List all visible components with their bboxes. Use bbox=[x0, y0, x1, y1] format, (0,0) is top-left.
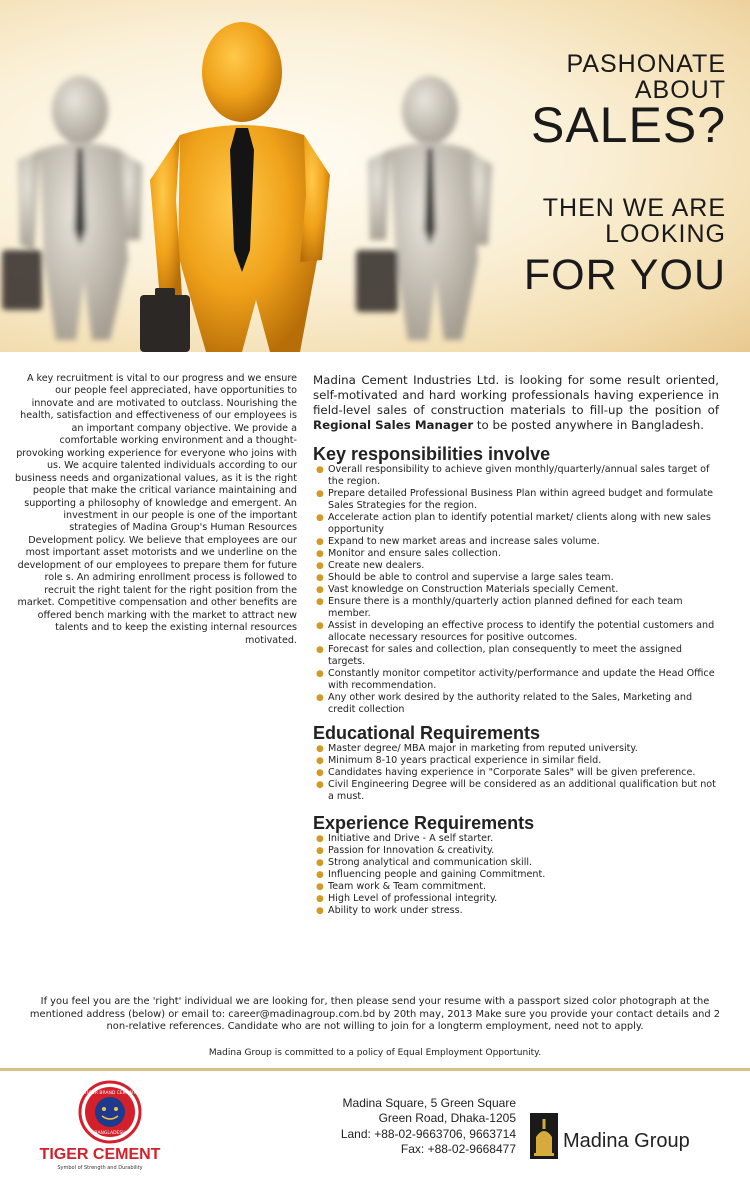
job-details bbox=[313, 373, 719, 917]
education-title: Educational Requirements bbox=[313, 723, 541, 743]
bullet-icon: ● bbox=[316, 561, 324, 571]
responsibilities-title: Key responsibilities involve bbox=[313, 444, 551, 464]
headline-line-1: PASHONATE bbox=[566, 50, 726, 78]
bullet-icon: ● bbox=[316, 573, 324, 583]
business-figures-illustration bbox=[0, 0, 520, 352]
madina-group-mosque-icon bbox=[530, 1113, 558, 1159]
list-item-text: Influencing people and gaining Commitment. bbox=[328, 869, 546, 880]
list-item bbox=[313, 833, 719, 845]
list-item-text: Passion for Innovation & creativity. bbox=[328, 845, 495, 856]
list-item bbox=[313, 584, 719, 596]
list-item-text: Master degree/ MBA major in marketing from reputed university. bbox=[328, 743, 638, 754]
center-figure bbox=[140, 22, 330, 352]
list-item-text: Prepare detailed Professional Business Plan within agreed budget and formulate Sales Strategies for the region. bbox=[328, 488, 714, 511]
list-item bbox=[313, 845, 719, 857]
seal-bottom-text: BANGLADESH bbox=[94, 1131, 126, 1136]
list-item-text: Forecast for sales and collection, plan consequently to meet the assigned targets. bbox=[328, 644, 682, 667]
bullet-icon: ● bbox=[316, 870, 324, 880]
bullet-icon: ● bbox=[316, 621, 324, 631]
list-item bbox=[313, 464, 719, 488]
list-item bbox=[313, 644, 719, 668]
list-item-text: Should be able to control and supervise a large sales team. bbox=[328, 572, 614, 583]
list-item-text: Strong analytical and communication skill. bbox=[328, 857, 533, 868]
list-item-text: Team work & Team commitment. bbox=[328, 881, 487, 892]
address-line-4: Fax: +88-02-9668477 bbox=[400, 1141, 516, 1156]
bullet-icon: ● bbox=[316, 906, 324, 916]
list-item-text: Overall responsibility to achieve given monthly/quarterly/annual sales target of the region. bbox=[328, 464, 710, 487]
list-item-text: Accelerate action plan to identify potential market/ clients along with new sales opportunity bbox=[328, 512, 711, 535]
bullet-icon: ● bbox=[316, 489, 324, 499]
headline-line-5: LOOKING bbox=[605, 220, 726, 248]
list-item-text: Assist in developing an effective process to identify the potential customers and allocate necessary resources for positive outcomes. bbox=[328, 620, 715, 643]
application-instructions: If you feel you are the 'right' individual we are looking for, then please send your resume with a passport sized color photograph at the mentioned address (below) or email to: career@madinagroup.com.bd by 20th may, 2013 Make sure you provide your contact details and 2 non-relative references. Candidate who are not willing to join for a longterm employment, need not to apply. bbox=[29, 996, 721, 1032]
list-item-text: High Level of professional integrity. bbox=[328, 893, 498, 904]
experience-title: Experience Requirements bbox=[313, 813, 535, 833]
bullet-icon: ● bbox=[316, 744, 324, 754]
footer-divider bbox=[0, 1068, 750, 1071]
bullet-icon: ● bbox=[316, 693, 324, 703]
list-item bbox=[313, 881, 719, 893]
job-intro bbox=[313, 373, 719, 433]
list-item-text: Minimum 8-10 years practical experience in similar field. bbox=[328, 755, 602, 766]
list-item bbox=[313, 779, 719, 803]
list-item-text: Constantly monitor competitor activity/performance and update the Head Office with recommendation. bbox=[328, 668, 715, 691]
list-item bbox=[313, 668, 719, 692]
list-item-text: Ability to work under stress. bbox=[328, 905, 463, 916]
bullet-icon: ● bbox=[316, 465, 324, 475]
bullet-icon: ● bbox=[316, 780, 324, 790]
responsibilities-list bbox=[313, 464, 719, 716]
list-item-text: Monitor and ensure sales collection. bbox=[328, 548, 501, 559]
list-item bbox=[313, 512, 719, 536]
tiger-cement-tagline: Symbol of Strength and Durability bbox=[57, 1165, 143, 1171]
list-item bbox=[313, 548, 719, 560]
left-figure bbox=[2, 76, 142, 340]
headline-line-6: FOR YOU bbox=[523, 251, 726, 299]
bullet-icon: ● bbox=[316, 513, 324, 523]
bullet-icon: ● bbox=[316, 858, 324, 868]
tiger-cement-name: TIGER CEMENT bbox=[39, 1146, 161, 1163]
list-item bbox=[313, 857, 719, 869]
list-item-text: Vast knowledge on Construction Materials specially Cement. bbox=[328, 584, 619, 595]
experience-list bbox=[313, 833, 719, 917]
list-item-text: Civil Engineering Degree will be considered as an additional qualification but not a must. bbox=[328, 779, 716, 802]
company-philosophy-text: A key recruitment is vital to our progress and we ensure our people feel appreciated, have opportunities to innovate and are motivated to outclass. Nourishing the health, satisfaction and effectiveness of our employees is an important company objective. We provide a comfortable working environment and a thought-provoking working experience for everyone who joins with us. We acquire talented individuals according to our business needs and organizational values, as it is the right people that make the critical variance maintaining and supporting a philosophy of knowledge and emergent. An investment in our people is one of the important strategies of Madina Group's Human Resources Development policy. We believe that employees are our most important asset motorists and we underline on the development of our employees to prepare them for future role s. An admiring enrollment process is followed to recruit the right talent for the right position from the market. Competitive compensation and other benefits are offered bench marking with the market to attract new talents and to keep the existing internal resources motivated. bbox=[15, 373, 297, 646]
intro-text-before: Madina Cement Industries Ltd. is looking for some result oriented, self-motivated and hard working professionals having experience in field-level sales of construction materials to fill-up the position of bbox=[313, 373, 719, 417]
bullet-icon: ● bbox=[316, 882, 324, 892]
list-item bbox=[313, 536, 719, 548]
bullet-icon: ● bbox=[316, 669, 324, 679]
list-item bbox=[313, 893, 719, 905]
list-item-text: Create new dealers. bbox=[328, 560, 425, 571]
seal-top-text: TIGER BRAND CEMENT bbox=[84, 1091, 136, 1096]
bullet-icon: ● bbox=[316, 549, 324, 559]
madina-group-name: Madina Group bbox=[563, 1130, 690, 1152]
bullet-icon: ● bbox=[316, 597, 324, 607]
bullet-icon: ● bbox=[316, 834, 324, 844]
headline-line-2: ABOUT bbox=[634, 76, 726, 104]
list-item bbox=[313, 755, 719, 767]
list-item-text: Candidates having experience in "Corporate Sales" will be given preference. bbox=[328, 767, 696, 778]
list-item bbox=[313, 620, 719, 644]
bullet-icon: ● bbox=[316, 756, 324, 766]
bullet-icon: ● bbox=[316, 894, 324, 904]
list-item bbox=[313, 572, 719, 584]
address-line-3: Land: +88-02-9663706, 9663714 bbox=[340, 1126, 516, 1141]
list-item bbox=[313, 743, 719, 755]
list-item bbox=[313, 560, 719, 572]
bullet-icon: ● bbox=[316, 846, 324, 856]
headline-line-3: SALES? bbox=[530, 97, 726, 153]
intro-text-after: to be posted anywhere in Bangladesh. bbox=[473, 418, 705, 432]
list-item-text: Initiative and Drive - A self starter. bbox=[328, 833, 494, 844]
right-figure bbox=[356, 76, 492, 340]
bullet-icon: ● bbox=[316, 537, 324, 547]
bullet-icon: ● bbox=[316, 768, 324, 778]
list-item-text: Expand to new market areas and increase sales volume. bbox=[328, 536, 600, 547]
education-list bbox=[313, 743, 719, 803]
address-line-1: Madina Square, 5 Green Square bbox=[342, 1096, 516, 1110]
equal-opportunity-statement: Madina Group is committed to a policy of Equal Employment Opportunity. bbox=[208, 1048, 542, 1058]
list-item bbox=[313, 869, 719, 881]
address-line-2: Green Road, Dhaka-1205 bbox=[378, 1111, 516, 1126]
banner bbox=[0, 0, 750, 352]
list-item-text: Ensure there is a monthly/quarterly action planned defined for each team member. bbox=[328, 596, 683, 619]
list-item bbox=[313, 488, 719, 512]
company-address bbox=[300, 1096, 516, 1157]
bullet-icon: ● bbox=[316, 645, 324, 655]
list-item bbox=[313, 692, 719, 716]
list-item bbox=[313, 596, 719, 620]
list-item bbox=[313, 905, 719, 917]
list-item-text: Any other work desired by the authority related to the Sales, Marketing and credit collection bbox=[328, 692, 693, 715]
position-title: Regional Sales Manager bbox=[313, 418, 474, 432]
list-item bbox=[313, 767, 719, 779]
bullet-icon: ● bbox=[316, 585, 324, 595]
headline-line-4: THEN WE ARE bbox=[542, 194, 726, 222]
